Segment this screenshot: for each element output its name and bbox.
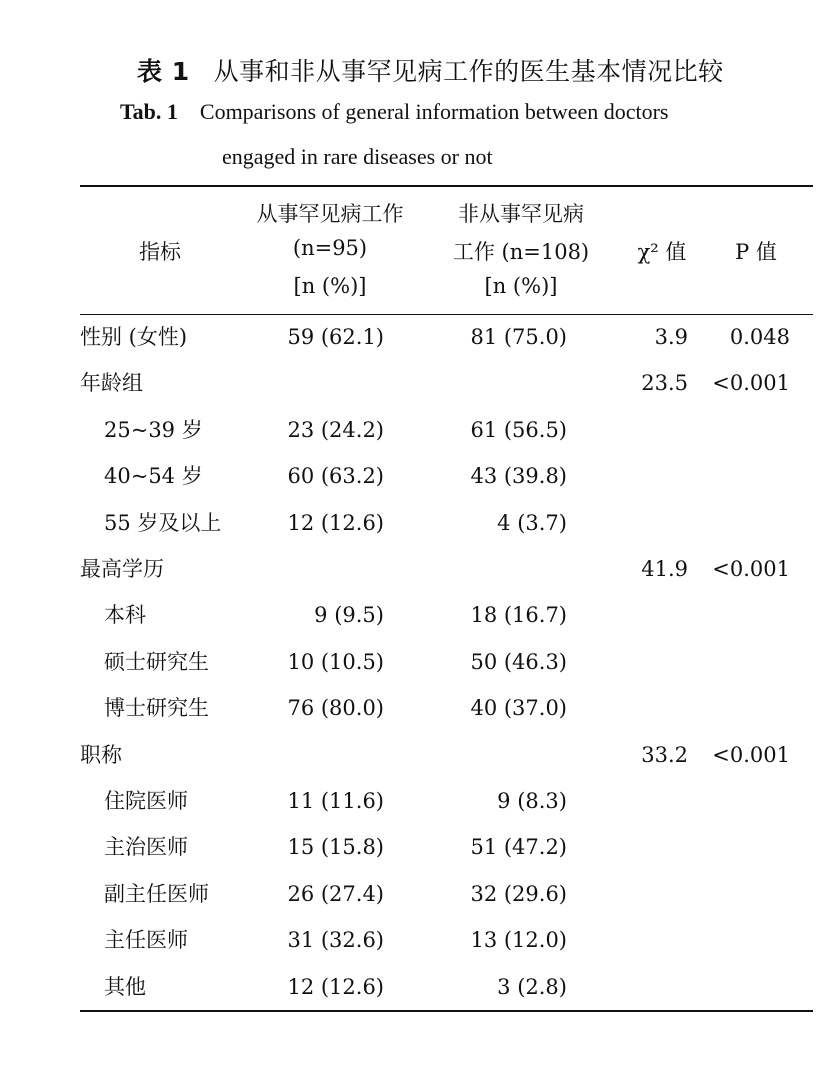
row-label: 55 岁及以上: [104, 510, 222, 535]
header-group2-line3: [n (%)]: [484, 274, 558, 298]
cell-chi-square: 3.9: [654, 325, 688, 349]
cell-p-value: <0.001: [712, 742, 790, 767]
caption-chinese: [137, 52, 724, 88]
cell-group2: 32 (29.6): [470, 881, 567, 906]
caption-en-title-1: Comparisons of general information between doctors: [199, 99, 669, 124]
row-label: 主任医师: [104, 928, 188, 953]
cell-group2: 9 (8.3): [497, 789, 567, 813]
cell-group1: 23 (24.2): [287, 417, 384, 442]
row-label: 副主任医师: [104, 881, 209, 906]
table-row: [0, 732, 837, 778]
row-label: 40~54 岁: [104, 464, 203, 489]
table-row: [0, 453, 837, 499]
cell-p-value: <0.001: [712, 371, 790, 396]
cell-group2: 40 (37.0): [470, 696, 567, 721]
row-label: 最高学历: [80, 557, 164, 581]
cell-group1: 26 (27.4): [287, 881, 384, 906]
table-row: [0, 592, 837, 638]
row-label: 博士研究生: [104, 696, 209, 721]
cell-group2: 43 (39.8): [470, 464, 567, 489]
table-row: [0, 824, 837, 870]
table-row: [0, 871, 837, 917]
cell-group1: 9 (9.5): [314, 603, 384, 628]
table-row: [0, 546, 837, 592]
caption-en-label: Tab. 1: [120, 99, 178, 124]
table-bottom-rule: [80, 1010, 813, 1012]
table-row: [0, 917, 837, 963]
header-group1-line2: (n=95): [292, 236, 368, 260]
table-row: [0, 314, 837, 360]
cell-group1: 12 (12.6): [287, 510, 384, 535]
cell-group2: 61 (56.5): [470, 417, 567, 442]
cell-group1: 60 (63.2): [287, 464, 384, 489]
row-label: 性别 (女性): [80, 325, 188, 349]
row-label: 硕士研究生: [104, 649, 209, 674]
header-indicator: 指标: [139, 240, 181, 264]
header-chi-square: χ² 值: [637, 240, 687, 264]
cell-group1: 31 (32.6): [287, 928, 384, 953]
cell-group2: 51 (47.2): [470, 835, 567, 860]
row-label: 其他: [104, 974, 146, 999]
row-label: 主治医师: [104, 835, 188, 860]
caption-cn-title: 从事和非从事罕见病工作的医生基本情况比较: [213, 57, 724, 86]
table-row: [0, 778, 837, 824]
row-label: 年龄组: [80, 371, 143, 396]
cell-group2: 50 (46.3): [470, 649, 567, 674]
cell-group1: 15 (15.8): [287, 835, 384, 860]
header-group2-line1: 非从事罕见病: [458, 202, 584, 226]
cell-group2: 13 (12.0): [470, 928, 567, 953]
row-label: 本科: [104, 603, 146, 628]
row-label: 职称: [80, 742, 122, 767]
table-row: [0, 639, 837, 685]
cell-chi-square: 33.2: [641, 742, 688, 767]
caption-english-line1: [120, 99, 669, 125]
cell-chi-square: 23.5: [641, 371, 688, 396]
cell-group2: 18 (16.7): [470, 603, 567, 628]
caption-cn-label: 表 1: [137, 57, 190, 86]
header-p-value: P 值: [735, 240, 777, 264]
table-row: [0, 685, 837, 731]
cell-group2: 4 (3.7): [497, 510, 567, 535]
table-row: [0, 964, 837, 1010]
cell-chi-square: 41.9: [641, 557, 688, 581]
caption-english-line2: engaged in rare diseases or not: [222, 144, 493, 169]
header-group1-line1: 从事罕见病工作: [256, 202, 404, 226]
cell-group1: 10 (10.5): [287, 649, 384, 674]
header-group2-line2: 工作 (n=108): [452, 240, 590, 264]
cell-p-value: <0.001: [712, 557, 790, 581]
cell-group1: 76 (80.0): [287, 696, 384, 721]
header-group1-line3: [n (%)]: [293, 274, 367, 298]
table-row: [0, 407, 837, 453]
cell-group1: 11 (11.6): [287, 789, 384, 813]
row-label: 住院医师: [104, 789, 188, 813]
cell-group1: 59 (62.1): [287, 325, 384, 349]
cell-p-value: 0.048: [729, 325, 790, 349]
table-top-rule: [80, 185, 813, 187]
cell-group1: 12 (12.6): [287, 974, 384, 999]
cell-group2: 3 (2.8): [497, 974, 567, 999]
table-row: [0, 500, 837, 546]
cell-group2: 81 (75.0): [470, 325, 567, 349]
table-row: [0, 360, 837, 406]
row-label: 25~39 岁: [104, 417, 203, 442]
